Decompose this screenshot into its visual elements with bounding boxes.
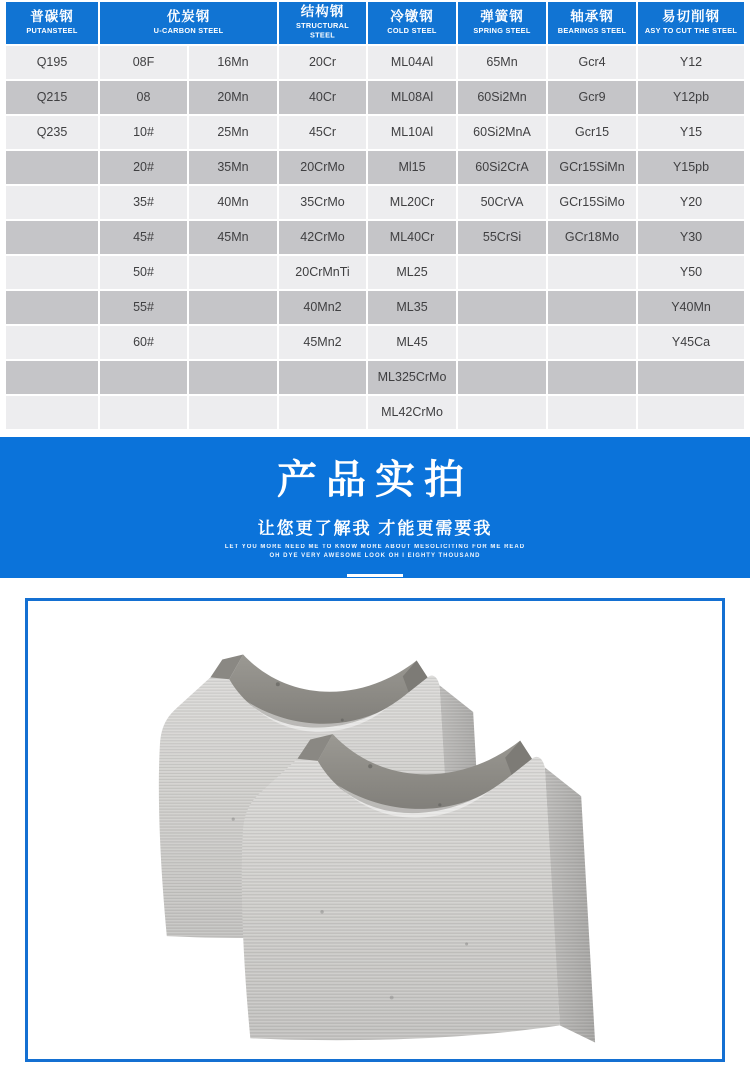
product-photo: [28, 601, 722, 1059]
steel-grade-cell: ML325CrMo: [368, 361, 456, 394]
steel-grade-cell: ML25: [368, 256, 456, 289]
steel-grade-cell: 20#: [100, 151, 187, 184]
table-row: [6, 186, 744, 219]
steel-grade-cell: 55#: [100, 291, 187, 324]
steel-grade-cell: 20Mn: [189, 81, 277, 114]
steel-grade-cell: Ml15: [368, 151, 456, 184]
steel-grade-cell: [6, 256, 98, 289]
steel-grade-cell: Y50: [638, 256, 744, 289]
steel-grade-cell: 08: [100, 81, 187, 114]
steel-grade-cell: Y12: [638, 46, 744, 79]
steel-grade-cell: Q215: [6, 81, 98, 114]
steel-grade-cell: 20CrMnTi: [279, 256, 366, 289]
steel-grade-cell: 50#: [100, 256, 187, 289]
column-header: 弹簧钢 SPRING STEEL: [458, 2, 546, 44]
steel-grade-cell: 08F: [100, 46, 187, 79]
steel-grade-cell: [638, 396, 744, 429]
steel-grade-cell: [279, 361, 366, 394]
steel-grade-cell: GCr15SiMo: [548, 186, 636, 219]
steel-grade-cell: [6, 151, 98, 184]
steel-grade-cell: 42CrMo: [279, 221, 366, 254]
table-row: [6, 396, 744, 429]
steel-grade-cell: ML35: [368, 291, 456, 324]
column-header: 冷镦钢 COLD STEEL: [368, 2, 456, 44]
table-row: [6, 326, 744, 359]
steel-grade-cell: [458, 256, 546, 289]
table-row: [6, 151, 744, 184]
steel-grade-cell: Y20: [638, 186, 744, 219]
column-header: 易切削钢 ASY TO CUT THE STEEL: [638, 2, 744, 44]
steel-grade-cell: [548, 291, 636, 324]
steel-grade-cell: 20Cr: [279, 46, 366, 79]
steel-grade-cell: [548, 361, 636, 394]
steel-grade-cell: Q195: [6, 46, 98, 79]
steel-grade-cell: 40Cr: [279, 81, 366, 114]
steel-grade-cell: 45Mn: [189, 221, 277, 254]
product-photo-frame: [25, 598, 725, 1062]
table-row: [6, 256, 744, 289]
steel-grade-cell: 60Si2MnA: [458, 116, 546, 149]
column-header: 普碳钢 PUTANSTEEL: [6, 2, 98, 44]
banner-subtitle: 让您更了解我 才能更需要我: [257, 518, 493, 538]
steel-grade-cell: 20CrMo: [279, 151, 366, 184]
banner-tagline-line1: LET YOU MORE NEED ME TO KNOW MORE ABOUT MESOLICITING FOR ME READ: [224, 543, 526, 550]
steel-grade-cell: Gcr9: [548, 81, 636, 114]
steel-grade-cell: Gcr4: [548, 46, 636, 79]
steel-grade-cell: [189, 256, 277, 289]
steel-grade-cell: 45Cr: [279, 116, 366, 149]
steel-grade-cell: 16Mn: [189, 46, 277, 79]
steel-grade-cell: Y40Mn: [638, 291, 744, 324]
table-row: [6, 361, 744, 394]
steel-grade-cell: [6, 396, 98, 429]
table-row: [6, 291, 744, 324]
steel-grade-cell: 35#: [100, 186, 187, 219]
steel-grade-cell: [458, 291, 546, 324]
steel-grade-cell: [189, 326, 277, 359]
steel-grade-cell: ML40Cr: [368, 221, 456, 254]
steel-grade-cell: [458, 361, 546, 394]
steel-grade-cell: [6, 221, 98, 254]
steel-grade-cell: 50CrVA: [458, 186, 546, 219]
steel-grade-cell: Y15: [638, 116, 744, 149]
table-row: [6, 116, 744, 149]
steel-grade-cell: 10#: [100, 116, 187, 149]
steel-grade-cell: [189, 361, 277, 394]
steel-grade-cell: [6, 186, 98, 219]
steel-grade-cell: 40Mn: [189, 186, 277, 219]
steel-grade-cell: [6, 291, 98, 324]
steel-grade-cell: [458, 326, 546, 359]
steel-grade-cell: Y30: [638, 221, 744, 254]
table-row: [6, 46, 744, 79]
steel-grade-cell: ML20Cr: [368, 186, 456, 219]
steel-grade-cell: [189, 291, 277, 324]
steel-grade-cell: Y15pb: [638, 151, 744, 184]
steel-grade-cell: 35Mn: [189, 151, 277, 184]
steel-grade-cell: Y12pb: [638, 81, 744, 114]
steel-grade-cell: 45#: [100, 221, 187, 254]
steel-grade-cell: 65Mn: [458, 46, 546, 79]
steel-grade-cell: [458, 396, 546, 429]
steel-grade-cell: Y45Ca: [638, 326, 744, 359]
table-header-row: [6, 2, 744, 44]
steel-grade-cell: 55CrSi: [458, 221, 546, 254]
steel-grade-cell: Q235: [6, 116, 98, 149]
steel-block-front: [242, 734, 595, 1042]
banner-divider: [347, 574, 403, 577]
steel-grade-cell: ML04Al: [368, 46, 456, 79]
steel-grade-cell: [100, 396, 187, 429]
steel-grade-cell: ML08Al: [368, 81, 456, 114]
steel-grade-cell: [638, 361, 744, 394]
table-row: [6, 81, 744, 114]
steel-grade-cell: [189, 396, 277, 429]
steel-grade-cell: 35CrMo: [279, 186, 366, 219]
steel-grade-cell: Gcr15: [548, 116, 636, 149]
steel-grade-cell: [279, 396, 366, 429]
steel-grade-cell: 25Mn: [189, 116, 277, 149]
steel-grade-cell: ML45: [368, 326, 456, 359]
steel-grade-cell: [548, 256, 636, 289]
steel-grade-cell: [6, 326, 98, 359]
steel-grades-table: [4, 0, 746, 431]
steel-grade-cell: [6, 361, 98, 394]
column-header: 优炭钢 U-CARBON STEEL: [100, 2, 277, 44]
steel-grade-cell: 40Mn2: [279, 291, 366, 324]
steel-grade-cell: [548, 396, 636, 429]
steel-grade-cell: 60Si2Mn: [458, 81, 546, 114]
table-row: [6, 221, 744, 254]
steel-grade-cell: [100, 361, 187, 394]
banner-tagline: [0, 543, 750, 562]
column-header: 轴承钢 BEARINGS STEEL: [548, 2, 636, 44]
steel-grade-cell: ML10Al: [368, 116, 456, 149]
steel-grade-cell: GCr15SiMn: [548, 151, 636, 184]
steel-grade-cell: 60#: [100, 326, 187, 359]
banner-title: 产品实拍: [277, 457, 473, 502]
banner-tagline-line2: OH DYE VERY AWESOME LOOK OH I EIGHTY THOUSAND: [269, 553, 481, 560]
steel-grade-cell: [548, 326, 636, 359]
steel-grade-cell: ML42CrMo: [368, 396, 456, 429]
steel-grade-cell: 45Mn2: [279, 326, 366, 359]
steel-grade-cell: GCr18Mo: [548, 221, 636, 254]
steel-grade-cell: 60Si2CrA: [458, 151, 546, 184]
product-banner: [0, 437, 750, 578]
column-header: 结构钢 STRUCTURAL STEEL: [279, 2, 366, 44]
